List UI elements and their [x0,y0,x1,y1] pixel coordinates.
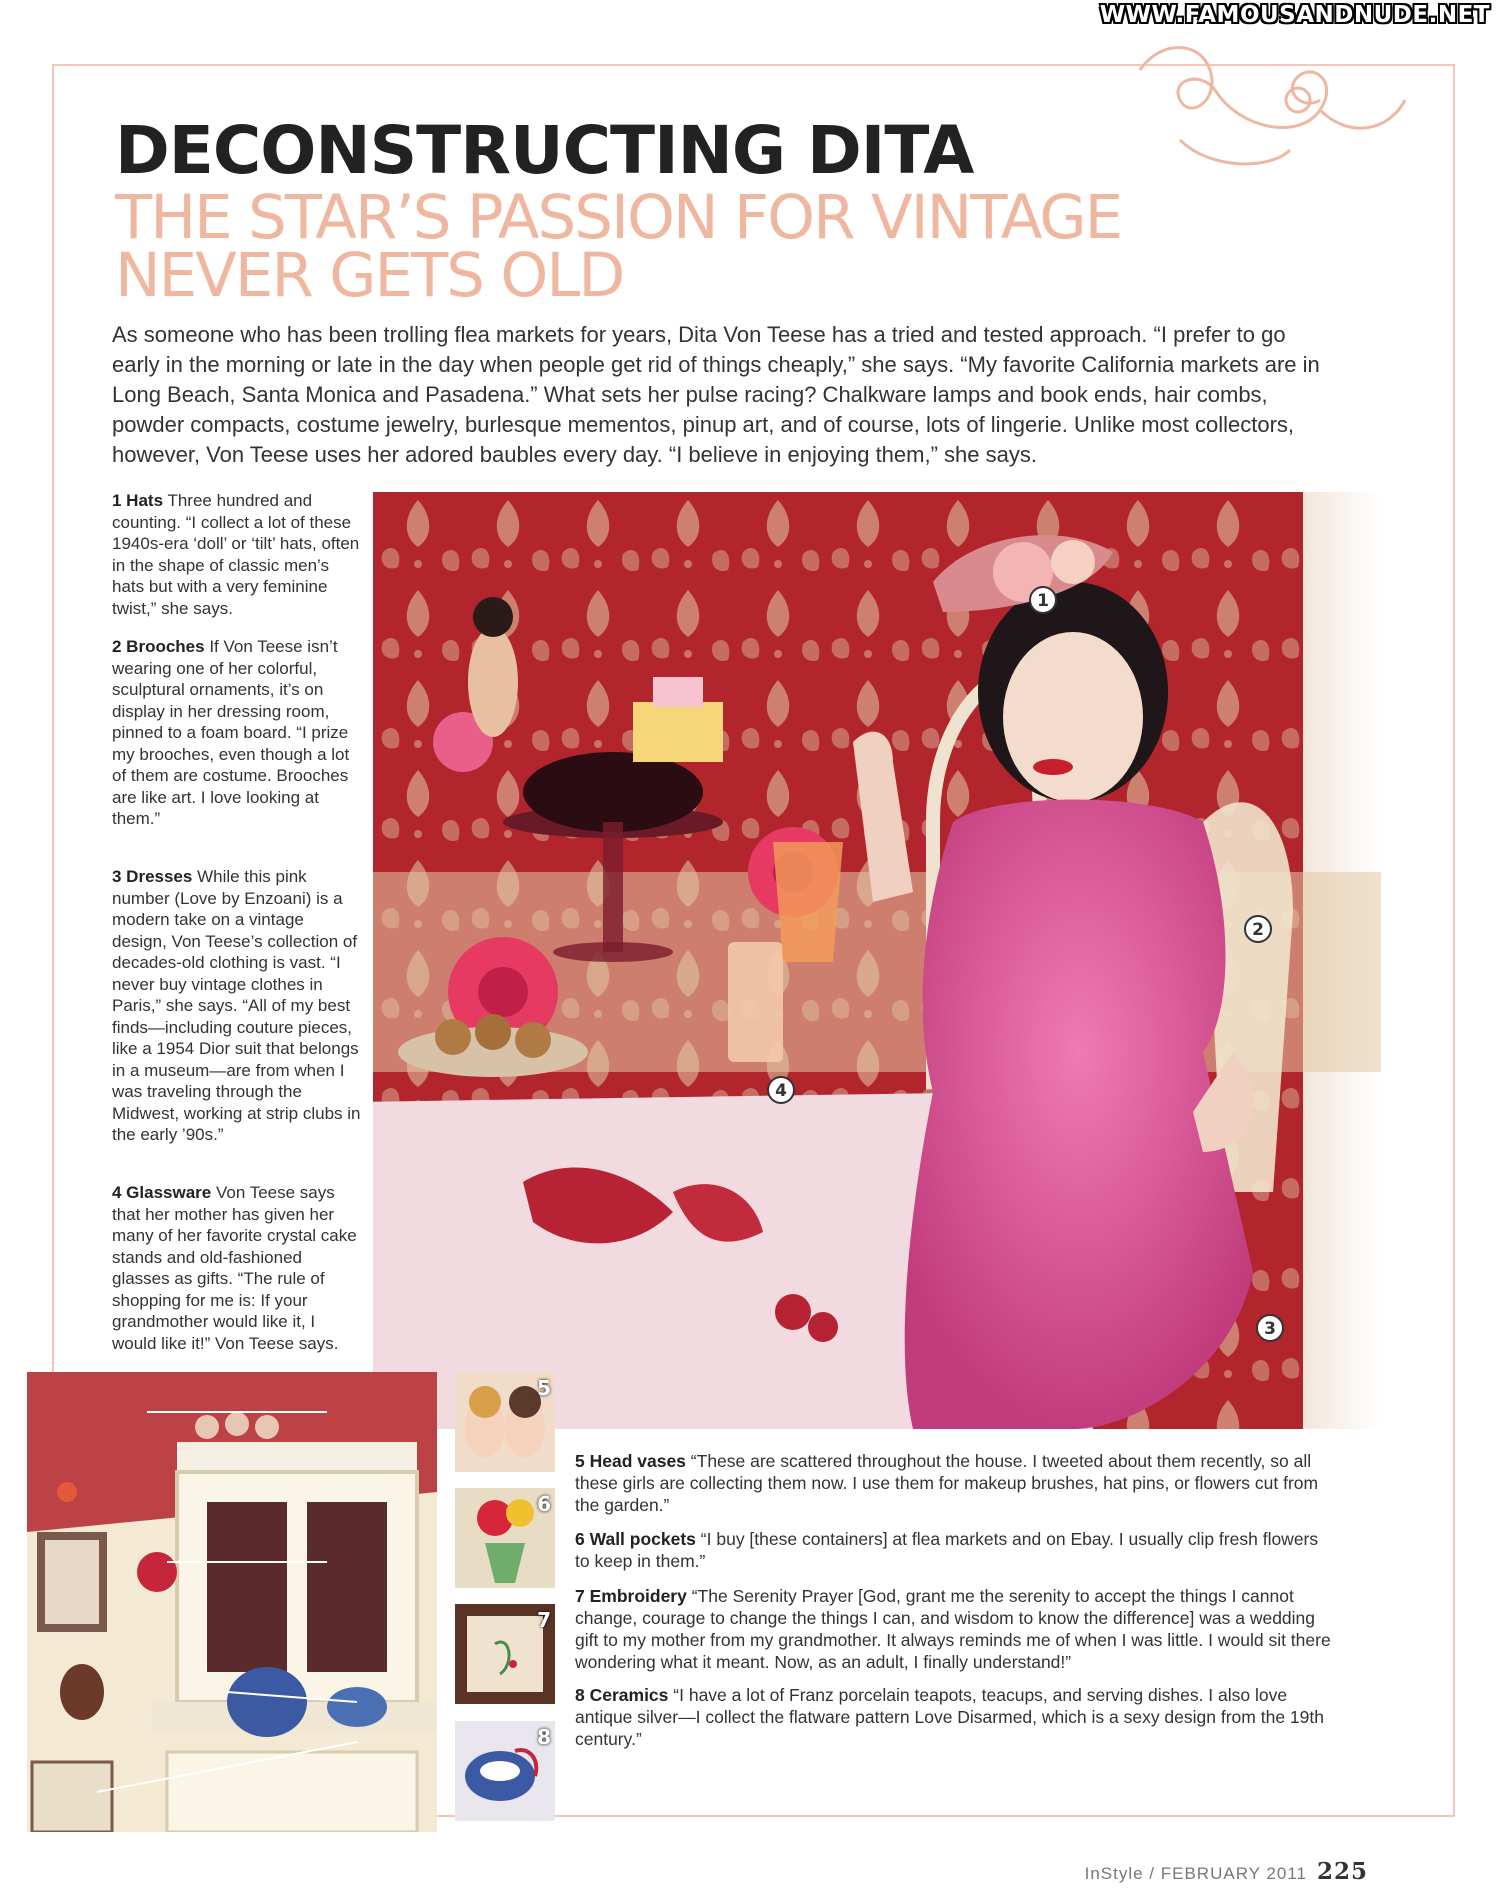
sidebar-item-glassware [112,1182,362,1354]
caption-ceramics [575,1684,1335,1750]
sidebar-item-hats [112,490,362,619]
thumb-marker-6: 6 [537,1492,551,1516]
marker-4: 4 [775,1081,787,1101]
item-text: Von Teese says that her mother has given her many of her favorite crystal cake stands and old-fashioned glasses as gifts. “The rule of shopping for me is: If your grandmother would like it, I would like it!” Von Teese says. [112,1183,357,1353]
decorative-swirl-ornament [1120,30,1420,180]
caption-text: “I buy [these containers] at flea markets and on Ebay. I usually clip fresh flowers to keep in them.” [575,1529,1319,1571]
item-heading: 1 Hats [112,491,164,510]
caption-text: “These are scattered throughout the house. I tweeted about them recently, so all these girls are collecting them now. I use them for makeup brushes, hat pins, or flowers cut from the garden.” [575,1451,1319,1515]
caption-heading: 5 Head vases [575,1451,686,1471]
subtitle-line-2: NEVER GETS OLD [115,240,624,311]
thumb-embroidery [455,1604,555,1704]
marker-1: 1 [1037,591,1049,611]
page-number: 225 [1316,1858,1368,1885]
item-heading: 3 Dresses [112,867,193,886]
subtitle-line-1: THE STAR’S PASSION FOR VINTAGE [115,182,1122,253]
watermark: WWW.FAMOUSANDNUDE.NET [1099,2,1490,28]
item-heading: 4 Glassware [112,1183,212,1202]
caption-heading: 7 Embroidery [575,1586,687,1606]
thumb-marker-5: 5 [537,1376,551,1400]
caption-heading: 8 Ceramics [575,1685,669,1705]
hutch-photo [27,1372,437,1832]
thumb-head-vases [455,1372,555,1472]
magazine-issue: InStyle / FEBRUARY 2011 [1084,1864,1307,1883]
page-footer [1085,1858,1368,1885]
thumb-wall-pockets [455,1488,555,1588]
thumb-ceramics [455,1721,555,1821]
sidebar-item-dresses [112,866,362,1146]
item-text: While this pink number (Love by Enzoani) is a modern take on a vintage design, Von Teese’s collection of decades-old clothing is vast. “I never buy vintage clothes in Paris,” she says. “All of my best finds—including couture pieces, like a 1954 Dior suit that belongs in a museum—are from when I was traveling through the Midwest, working at strip clubs in the early ’90s.” [112,867,361,1144]
caption-head-vases [575,1450,1335,1516]
thumb-marker-8: 8 [537,1725,551,1749]
intro-paragraph: As someone who has been trolling flea markets for years, Dita Von Teese has a tried and tested approach. “I prefer to go early in the morning or late in the day when people get rid of things cheaply,” she says. “My favorite California markets are in Long Beach, Santa Monica and Pasadena.” What sets her pulse racing? Chalkware lamps and book ends, hair combs, powder compacts, costume jewelry, burlesque mementos, pinup art, and of course, lots of lingerie. Unlike most collectors, however, Von Teese uses her adored baubles every day. “I believe in enjoying them,” she says. [112,322,1320,467]
caption-heading: 6 Wall pockets [575,1529,696,1549]
item-text: Three hundred and counting. “I collect a lot of these 1940s-era ‘doll’ or ‘tilt’ hats, often in the shape of classic men’s hats but with a very feminine twist,” she says. [112,491,360,618]
marker-2: 2 [1252,920,1264,940]
item-heading: 2 Brooches [112,637,205,656]
main-photo [373,492,1381,1429]
caption-text: “I have a lot of Franz porcelain teapots, teacups, and serving dishes. I also love antique silver—I collect the flatware pattern Love Disarmed, which is a sexy design from the 19th century.” [575,1685,1324,1749]
caption-wall-pockets [575,1528,1335,1572]
page-title: DECONSTRUCTING DITA [115,112,974,189]
sidebar-item-brooches [112,636,362,830]
caption-embroidery [575,1585,1335,1673]
caption-text: “The Serenity Prayer [God, grant me the serenity to accept the things I cannot change, courage to change the things I can, and wisdom to know the difference] was a wedding gift to my mother from my grandmother. It always reminds me of when I was little. I would sit there wondering what it meant. Now, as an adult, I finally understand!” [575,1586,1331,1672]
thumb-marker-7: 7 [537,1608,551,1632]
marker-3: 3 [1264,1319,1276,1339]
item-text: If Von Teese isn’t wearing one of her colorful, sculptural ornaments, it’s on display in her dressing room, pinned to a foam board. “I prize my brooches, even though a lot of them are costume. Brooches are like art. I love looking at them.” [112,637,350,828]
